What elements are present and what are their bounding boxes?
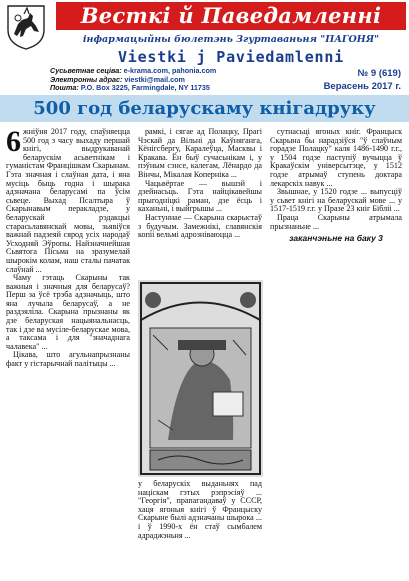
- article-column-1: [6, 128, 130, 578]
- masthead-subtitle: інфармацыйны бюлетэнь Згуртаваньня "ПАГОНЯ": [82, 34, 380, 45]
- masthead-title: Весткі й Паведамленні: [80, 3, 382, 28]
- contact-web-value[interactable]: e-krama.com, pahonia.com: [123, 66, 217, 75]
- continuation-note[interactable]: заканчэньне на баку 3: [289, 233, 383, 244]
- issue-info: [324, 67, 401, 93]
- article-column-3: [270, 128, 402, 578]
- issue-date: Верасень 2017 г.: [323, 81, 401, 92]
- caption-text: у беларускіх выданьнях пад націскам гэтых рэпрэсіяў ... "Георгія", прапагандаваў у СССР, хаця ягоныя кнігі ў Францыску Скарыне былі адзначаны шырока ... і ў 1990-х ён стаў сымбалем адраджэньня ...: [138, 480, 262, 540]
- contact-email-value[interactable]: viestki@mail.com: [124, 74, 185, 84]
- col2-paragraph: Чацьвёртае — вышэй і дзейнасьць. Гэта найцікавейшы прыгодніцкі раман, дзе ёсць і каханьні, і выйгрышы ...: [138, 178, 262, 214]
- col3-paragraph: Праца Скарыны атрымала прызнаньне ...: [270, 212, 402, 231]
- contact-post-label: Пошта:: [50, 83, 79, 93]
- image-caption: [138, 480, 262, 577]
- masthead-latin-title: Viestki j Paviedamlenni: [117, 48, 345, 66]
- contact-email-label: Электронны адрас:: [50, 74, 123, 84]
- contact-web-label: Сусьветнае сеціва:: [50, 66, 122, 75]
- drop-cap: 6: [6, 128, 21, 158]
- col3-paragraph: сутнасьці ягоных кніг. Францыск Скарына бы нарадзіўся "ў слаўным горадзе Полацку" каля 1486-1490 г.г., у 1504 годзе паступіў вучыцца ў Кракаўскім універсытэце, у 1512 годзе атрымаў ступень доктара лекарскіх навук ...: [270, 128, 402, 188]
- col2-paragraph: Настуннае — Скарына скарыстаў з будучым. Замежнікі, славянскія копіі вельмі адрозніваюцца ...: [138, 212, 262, 240]
- col2-paragraph: рамкі, і сягае ад Полацку, Прагі Чэскай да Вільні да Каўняганга, Кёнігсбергу, Каралеўца, Масквы і Кракава. Ён быў сучасьнікам і, у пэўным сэнсе, калегам, Лёнардо да Вінчы, Мікалая Коперніка ...: [138, 128, 262, 179]
- issue-number: № 9 (619): [357, 68, 401, 79]
- headline-banner: [0, 95, 409, 122]
- masthead-title-bar: [56, 2, 406, 30]
- skaryna-woodcut-image: [138, 280, 263, 477]
- col1-paragraph: Цікава, што агульнапрызнаны факт у гістарычнай палітыцы ...: [6, 350, 130, 369]
- article-column-2: [138, 128, 262, 278]
- article-headline: 500 год беларускаму кнігадруку: [33, 98, 376, 119]
- pahonia-emblem-icon: [6, 4, 46, 50]
- col1-paragraph: Чаму гэтаць Скарыны так важныя і значныя для беларусаў? Перш за ўсё трэба адзначыць, што яна лучыла беларусаў, а не раздзяліла. Скарына прызнаны як дзе беларуская нацыянальнасць, так і дзе ва мусіле-беларускае мова, а таксама і для "значаднага чалавека" ...: [6, 273, 130, 351]
- masthead: [0, 0, 409, 94]
- col1-paragraph: жніўня 2017 году, спаўняецца 500 год з часу выхаду першай кнігі, выдрукаванай беларускім асьветнікам і гуманістам Францішкам Скарынам. Гэта значная і слаўная дата, і яна мусіць быць годна і шырака адзначана беларусамі па ўсім сьвеце. Выхад Псалтыра ў Скарынавым перакладзе, у беларускай рэдакцыі старасьлавянскай мовы, зьявіўся важнай падзеяй сярод усіх народаў Усходняй Эўропы. Найзначнейшая Сьвятога Пісьма на зразумелай шырокім колам, наш сталы пачатак слаўнай ...: [6, 128, 130, 274]
- contact-info: [50, 67, 216, 93]
- contact-post-value: P.O. Box 3225, Farmingdale, NY 11735: [80, 83, 210, 93]
- col3-paragraph: Звышнае, у 1520 годзе ... выпусціў у сьвет кнігі на беларускай мове ... у 1517-1519 г.г. у Празе 23 кніг Бібліі ...: [270, 187, 402, 214]
- contact-post: [50, 84, 216, 93]
